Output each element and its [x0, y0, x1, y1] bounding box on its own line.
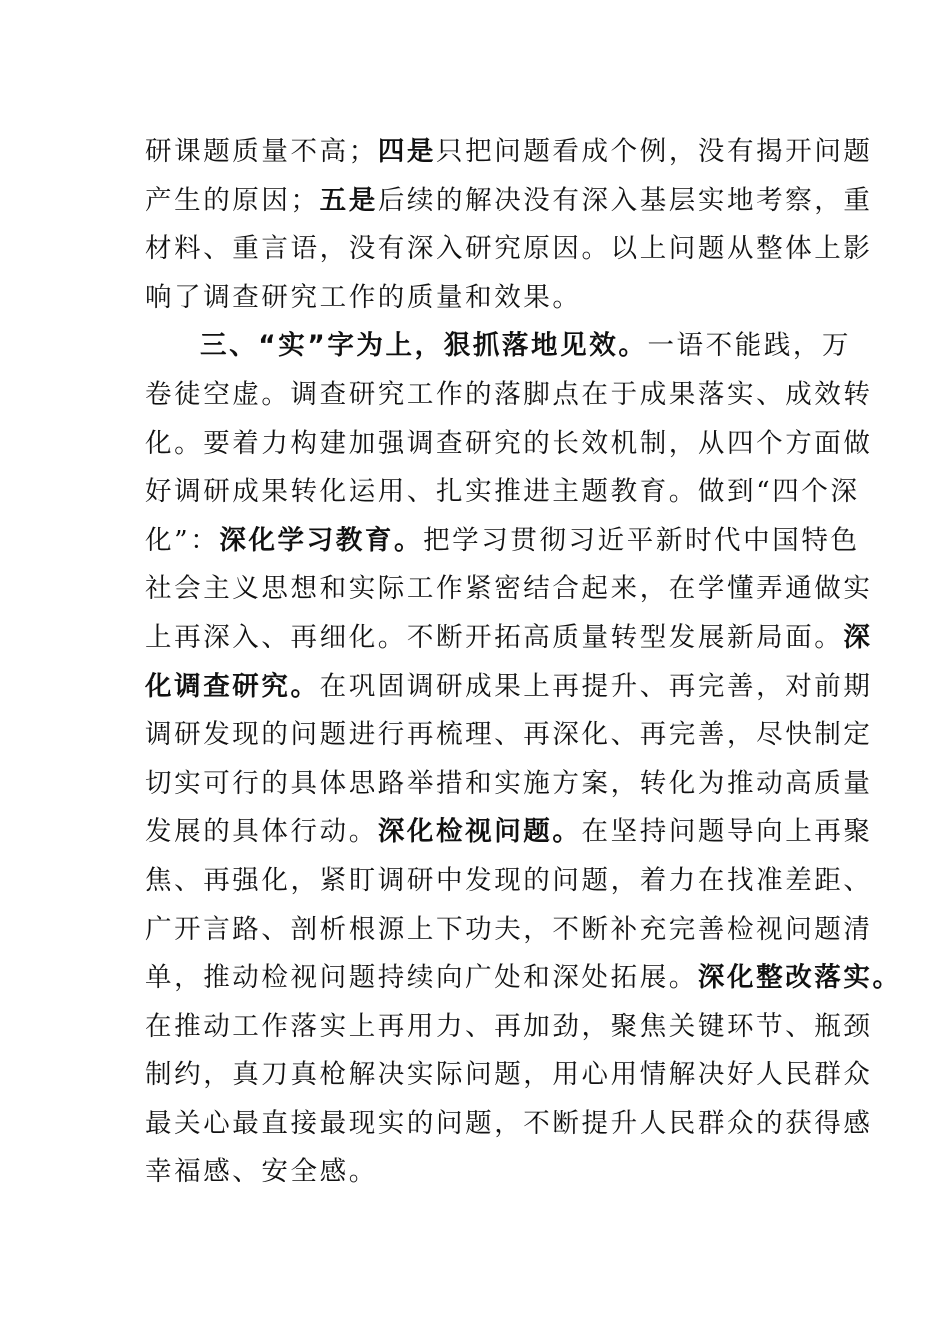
text-line: [145, 1003, 873, 1052]
bold-text-segment: 化调查研究。: [145, 670, 320, 702]
text-line: [145, 857, 873, 906]
text-segment: 把学习贯彻习近平新时代中国特色: [423, 524, 860, 556]
text-segment: 发展的具体行动。: [145, 816, 378, 848]
text-segment: 焦、再强化，紧盯调研中发现的问题，着力在找准差距、: [145, 864, 873, 896]
text-segment: 社会主义思想和实际工作紧密结合起来，在学懂弄通做实: [145, 573, 873, 605]
bold-text-segment: 四是: [377, 136, 437, 167]
text-line: [145, 954, 902, 1003]
text-line: [145, 663, 873, 712]
text-segment: 只把问题看成个例，没有揭开问题: [436, 136, 873, 167]
text-segment: 后续的解决没有深入基层实地考察，重: [377, 184, 873, 216]
text-line: [145, 760, 873, 809]
text-segment: 产生的原因；: [145, 184, 320, 216]
text-line: [145, 177, 873, 226]
text-line: [145, 517, 860, 566]
text-line: [145, 128, 873, 177]
bold-text-segment: 深化学习教育。: [219, 524, 424, 556]
text-line: [145, 711, 873, 760]
text-segment: 调研发现的问题进行再梳理、再深化、再完善，尽快制定: [145, 719, 873, 751]
text-line: [145, 1100, 873, 1149]
text-segment: 切实可行的具体思路举措和实施方案，转化为推动高质量: [145, 767, 873, 799]
text-segment: 在坚持问题导向上再聚: [581, 816, 873, 848]
text-line: [145, 1148, 845, 1197]
text-segment: 材料、重言语，没有深入研究原因。以上问题从整体上影: [145, 233, 873, 265]
text-line: [145, 420, 873, 469]
document-body: [145, 128, 902, 1197]
text-segment: 好调研成果转化运用、扎实推进主题教育。做到“四个深: [145, 476, 860, 508]
bold-text-segment: 深: [843, 621, 873, 653]
text-segment: 响了调查研究工作的质量和效果。: [145, 281, 582, 313]
text-line: [145, 808, 873, 857]
bold-text-segment: 深化检视问题。: [377, 816, 582, 848]
text-segment: 化。要着力构建加强调查研究的长效机制，从四个方面做: [145, 427, 873, 459]
text-segment: 上再深入、再细化。不断开拓高质量转型发展新局面。: [145, 621, 844, 653]
text-segment: 制约，真刀真枪解决实际问题，用心用情解决好人民群众: [145, 1059, 873, 1091]
text-line: [145, 322, 852, 371]
bold-text-segment: 五是: [319, 184, 378, 216]
bold-text-segment: 三、“实”字为上，狠抓落地见效。: [200, 330, 648, 362]
text-segment: 卷徒空虚。调查研究工作的落脚点在于成果落实、成效转: [145, 378, 873, 410]
bold-text-segment: 深化整改落实。: [697, 962, 902, 994]
text-segment: 最关心最直接最现实的问题，不断提升人民群众的获得感: [145, 1107, 873, 1139]
text-line: [145, 565, 873, 614]
text-line: [145, 225, 873, 274]
text-segment: 研课题质量不高；: [145, 136, 378, 167]
text-line: [145, 468, 860, 517]
text-segment: 广开言路、剖析根源上下功夫，不断补充完善检视问题清: [145, 913, 873, 945]
text-line: [145, 906, 873, 955]
text-line: [145, 371, 873, 420]
text-segment: 单，推动检视问题持续向广处和深处拓展。: [145, 962, 698, 994]
text-segment: 化”：: [145, 524, 220, 556]
text-segment: 一语不能践，万: [647, 330, 852, 362]
text-line: [145, 274, 845, 323]
text-line: [145, 1051, 873, 1100]
text-segment: 在推动工作落实上再用力、再加劲，聚焦关键环节、瓶颈: [145, 1010, 873, 1042]
text-line: [145, 614, 873, 663]
text-segment: 幸福感、安全感。: [145, 1156, 378, 1188]
text-segment: 在巩固调研成果上再提升、再完善，对前期: [319, 670, 873, 702]
